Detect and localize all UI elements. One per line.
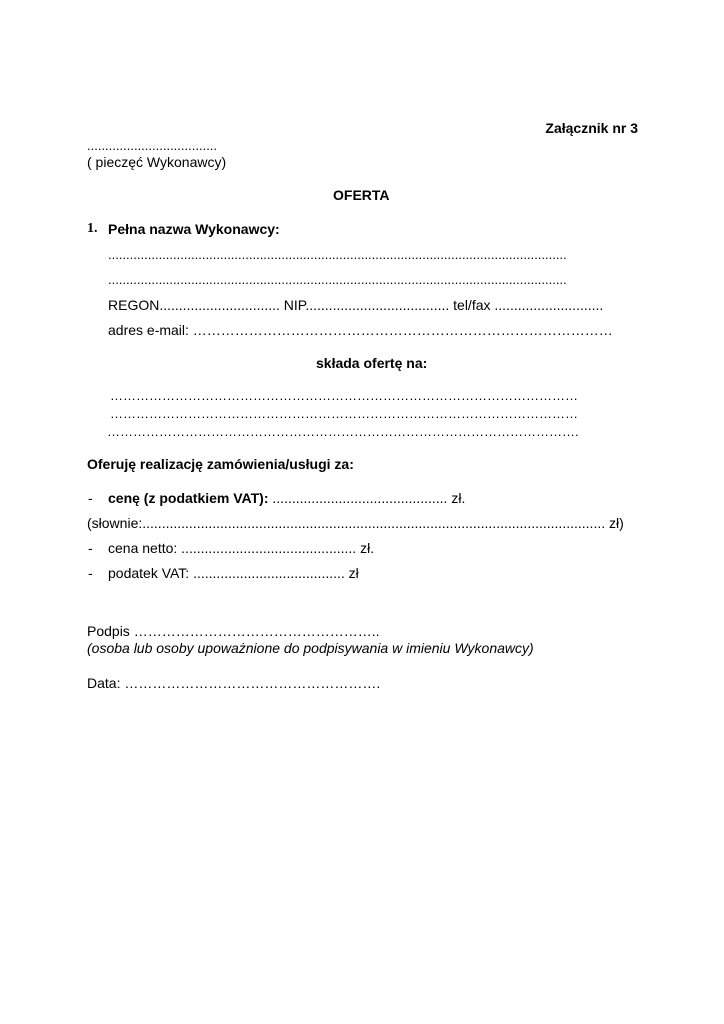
offer-heading: składa ofertę na: (316, 355, 428, 371)
contractor-name-line-2: ............................................................................................................................... (108, 272, 567, 287)
dash-net: - (88, 540, 93, 556)
contractor-email-line: adres e-mail: ……………………………………………………………………………… (108, 322, 613, 338)
contractor-name-line-1: ............................................................................................................................... (108, 247, 567, 262)
vat-line: podatek VAT: ....................................... zł (108, 565, 359, 581)
offer-line-3: ………………………………………………………………………………………………. (107, 424, 579, 439)
gross-price-line (108, 491, 465, 505)
dash-vat: - (88, 565, 93, 581)
dash-gross: - (88, 490, 93, 506)
signature-line: Podpis …………………………………………….. (87, 623, 380, 639)
gross-price-label: cenę (z podatkiem VAT): (108, 490, 269, 506)
stamp-label: ( pieczęć Wykonawcy) (87, 154, 227, 170)
section-number: 1. (87, 221, 98, 236)
contractor-name-heading: Pełna nazwa Wykonawcy: (108, 221, 280, 237)
offer-line-1: ……………………………………………………………………………………………… (110, 388, 578, 403)
gross-price-dots: ............................................. zł. (268, 490, 466, 506)
price-in-words-line: (słownie:....................................................................................................................... zł) (87, 515, 624, 531)
date-line: Data: ………………………………………………. (87, 675, 381, 691)
net-price-line: cena netto: ............................................. zł. (108, 540, 375, 556)
stamp-dots: .................................... (87, 138, 218, 153)
offer-line-2: ……………………………………………………………………………………………… (110, 406, 578, 421)
document-title: OFERTA (333, 187, 390, 203)
price-intro: Oferuję realizację zamówienia/usługi za: (87, 456, 354, 472)
attachment-label: Załącznik nr 3 (545, 120, 638, 136)
signature-note: (osoba lub osoby upoważnione do podpisywania w imieniu Wykonawcy) (87, 640, 534, 656)
contractor-ids-line: REGON............................... NIP..................................... tel/fax ............................ (108, 297, 604, 313)
